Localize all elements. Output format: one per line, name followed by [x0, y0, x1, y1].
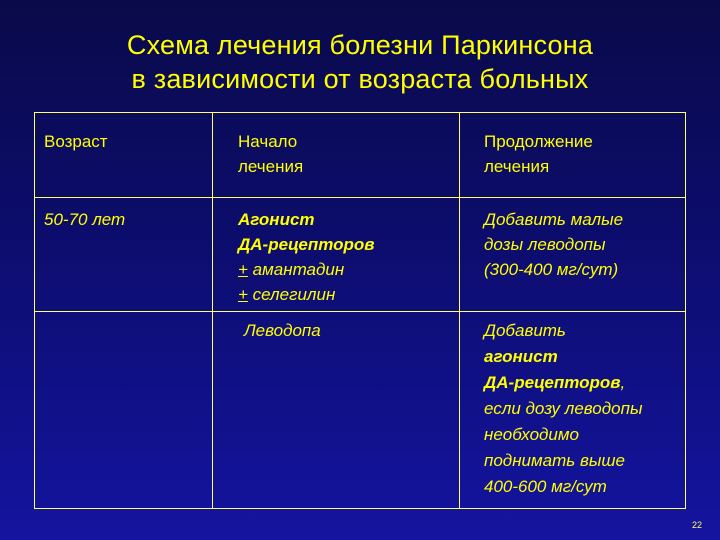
- header-continue-line-2: лечения: [484, 157, 550, 176]
- row2-continue-line-3: [484, 370, 677, 396]
- row1-start-line-3: [238, 257, 451, 282]
- page-number: 22: [691, 520, 702, 530]
- row2-start: Леводопа: [244, 321, 321, 340]
- slide-title: [40, 28, 680, 96]
- table-row: [35, 198, 686, 312]
- header-age: Возраст: [44, 132, 108, 151]
- row1-continue-line-2: дозы леводопы: [484, 235, 606, 254]
- row1-start-line-3-text: амантадин: [247, 260, 345, 279]
- row1-age-cell: [35, 198, 213, 312]
- row1-continue-line-3: (300-400 мг/сут): [484, 260, 619, 279]
- row2-age-cell: [35, 312, 213, 509]
- row1-age: 50-70 лет: [44, 210, 126, 229]
- row2-continue-line-3-bold: ДА-рецепторов: [484, 373, 621, 392]
- row1-start-cell: [213, 198, 460, 312]
- header-continue-line-1: Продолжение: [484, 132, 593, 151]
- table-row: [35, 312, 686, 509]
- plus-minus-sign: +: [238, 260, 248, 279]
- row2-continue-line-1: Добавить: [484, 321, 566, 340]
- row2-continue-cell: [460, 312, 686, 509]
- row1-continue-cell: [460, 198, 686, 312]
- header-start-cell: [213, 113, 460, 198]
- row2-continue-line-3-tail: ,: [620, 373, 626, 392]
- row2-continue-line-4: если дозу леводопы: [484, 399, 643, 418]
- row1-continue-line-1: Добавить малые: [484, 210, 624, 229]
- row1-start-line-1: Агонист: [238, 210, 315, 229]
- plus-minus-sign: +: [238, 285, 248, 304]
- title-line-2: в зависимости от возраста больных: [131, 64, 589, 94]
- header-continue-cell: [460, 113, 686, 198]
- row2-continue-line-6: поднимать выше: [484, 451, 625, 470]
- row1-start-line-2: ДА-рецепторов: [238, 235, 375, 254]
- header-start-line-1: Начало: [238, 132, 298, 151]
- row2-continue-line-5: необходимо: [484, 425, 579, 444]
- row2-continue-line-2: агонист: [484, 347, 558, 366]
- row1-start-line-4-text: селегилин: [247, 285, 336, 304]
- row2-continue-line-7: 400-600 мг/сут: [484, 477, 607, 496]
- title-line-1: Схема лечения болезни Паркинсона: [126, 30, 594, 60]
- header-age-cell: [35, 113, 213, 198]
- table-header-row: [35, 113, 686, 198]
- row2-start-cell: [213, 312, 460, 509]
- row1-start-line-4: [238, 282, 451, 307]
- treatment-table: [34, 112, 686, 509]
- header-start-line-2: лечения: [238, 157, 304, 176]
